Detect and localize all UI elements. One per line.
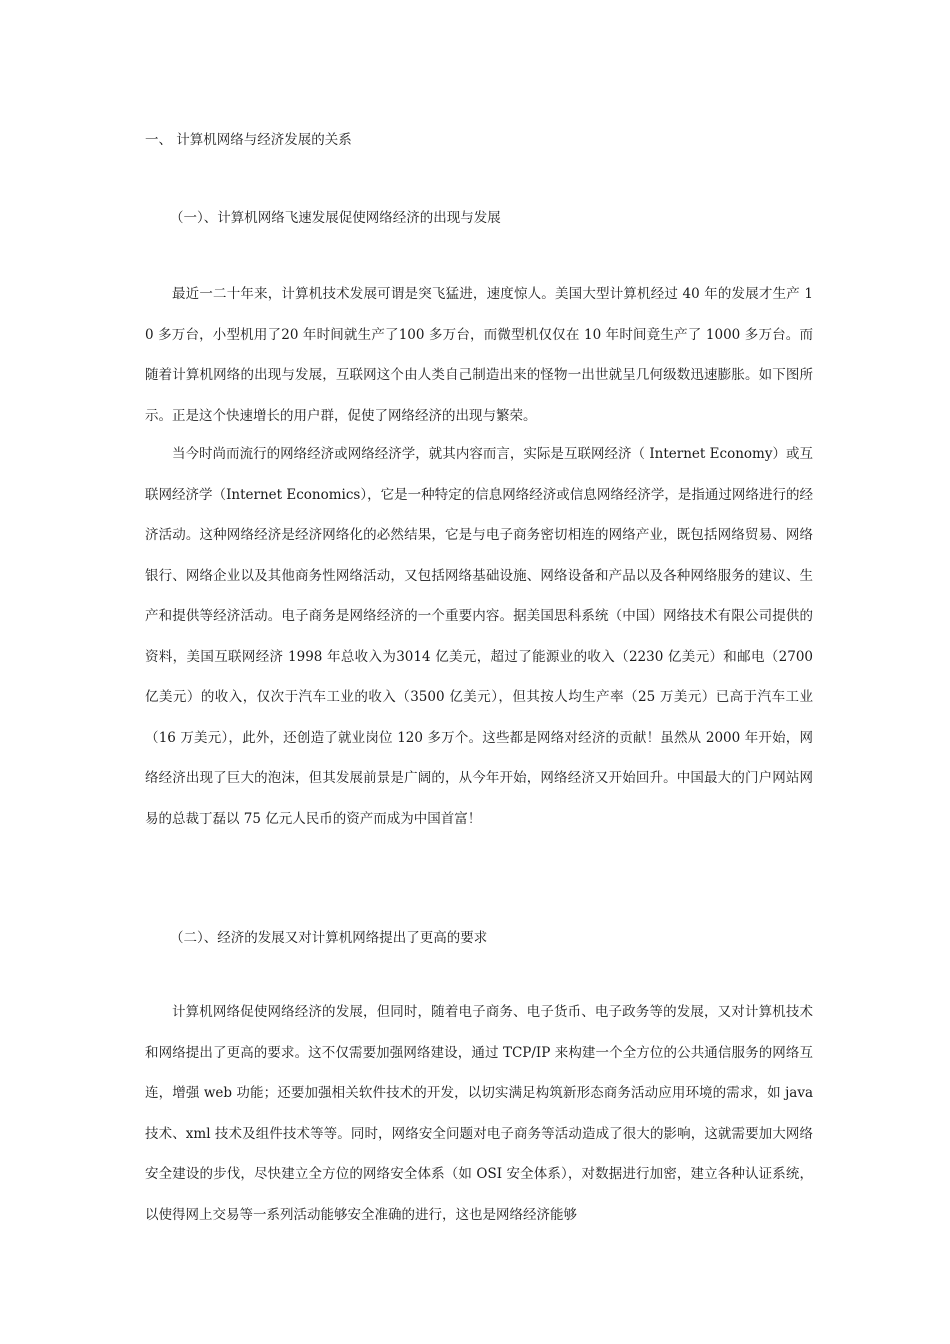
paragraph-2: 当今时尚而流行的网络经济或网络经济学，就其内容而言，实际是互联网经济（ Internet Economy）或互联网经济学（Internet Economics），它是一种特定的信息网络经济或信息网络经济学，是指通过网络进行的经济活动。这种网络经济是经济网络化的必然结果，它是与电子商务密切相连的网络产业，既包括网络贸易、网络银行、网络企业以及其他商务性网络活动，又包括网络基础设施、网络设备和产品以及各种网络服务的建议、生产和提供等经济活动。电子商务是网络经济的一个重要内容。据美国思科系统（中国）网络技术有限公司提供的资料，美国互联网经济 1998 年总收入为3014 亿美元，超过了能源业的收入（2230 亿美元）和邮电（2700 亿美元）的收入，仅次于汽车工业的收入（3500 亿美元），但其按人均生产率（25 万美元）已高于汽车工业（16 万美元），此外，还创造了就业岗位 120 多万个。这些都是网络对经济的贡献！虽然从 2000 年开始，网络经济出现了巨大的泡沫，但其发展前景是广阔的，从今年开始，网络经济又开始回升。中国最大的门户网站网易的总裁丁磊以 75 亿元人民币的资产而成为中国首富！ [145,446,813,827]
subsection-heading-2: （二）、经济的发展又对计算机网络提出了更高的要求 [170,930,488,946]
paragraph-3: 计算机网络促使网络经济的发展，但同时，随着电子商务、电子货币、电子政务等的发展，又对计算机技术和网络提出了更高的要求。这不仅需要加强网络建设，通过 TCP/IP 来构建一个全方位的公共通信服务的网络互连，增强 web 功能；还要加强相关软件技术的开发，以切实满足构筑新形态商务活动应用环境的需求，如 java 技术、xml 技术及组件技术等等。同时，网络安全问题对电子商务等活动造成了很大的影响，这就需要加大网络安全建设的步伐，尽快建立全方位的网络安全体系（如 OSI 安全体系），对数据进行加密，建立各种认证系统，以使得网上交易等一系列活动能够安全准确的进行，这也是网络经济能够 [145,1004,813,1223]
section-heading: 一、 计算机网络与经济发展的关系 [145,132,352,148]
paragraph-1: 最近一二十年来，计算机技术发展可谓是突飞猛进，速度惊人。美国大型计算机经过 40 年的发展才生产 10 多万台，小型机用了20 年时间就生产了100 多万台，而微型机仅仅在 10 年时间竟生产了 1000 多万台。而随着计算机网络的出现与发展，互联网这个由人类自己制造出来的怪物一出世就呈几何级数迅速膨胀。如下图所示。正是这个快速增长的用户群，促使了网络经济的出现与繁荣。 [145,286,813,424]
subsection-heading-1: （一）、计算机网络飞速发展促使网络经济的出现与发展 [170,210,501,226]
